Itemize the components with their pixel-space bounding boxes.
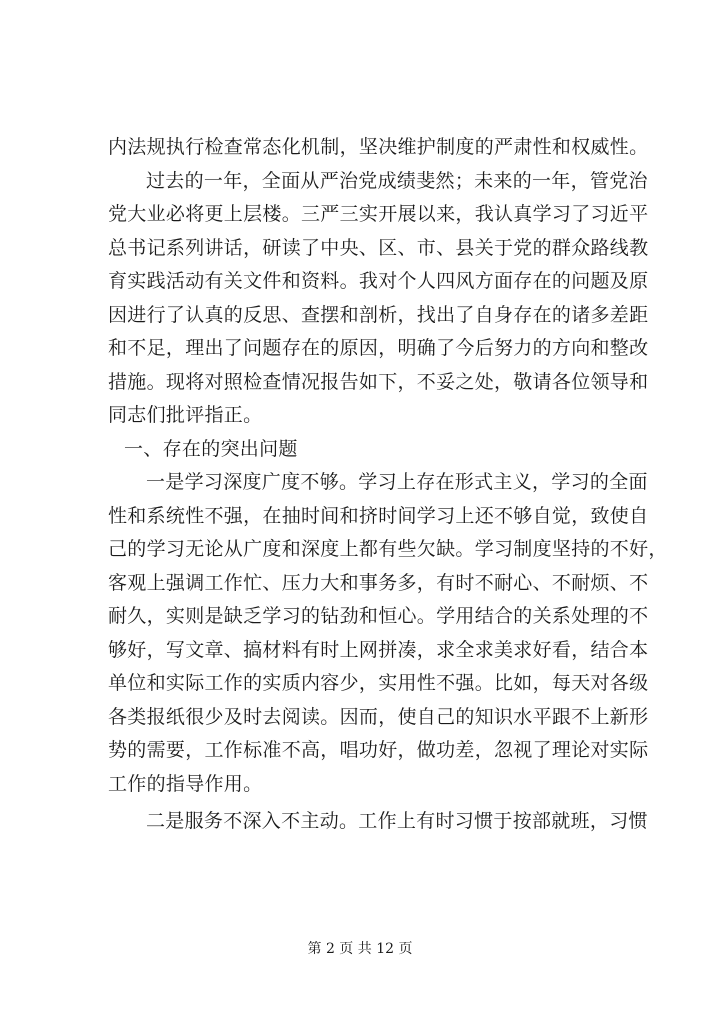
- text-line: 同志们批评指正。: [108, 404, 263, 426]
- text-line: 因进行了认真的反思、查摆和剖析，找出了自身存在的诸多差距: [108, 303, 649, 326]
- text-line: 育实践活动有关文件和资料。我对个人四风方面存在的问题及原: [108, 270, 649, 292]
- text-line: 耐久，实则是缺乏学习的钻劲和恒心。学用结合的关系处理的不: [108, 605, 649, 627]
- paragraph-first-line: 二是服务不深入不主动。工作上有时习惯于按部就班，习惯: [146, 810, 648, 832]
- page-number-footer: 第 2 页 共 12 页: [307, 941, 413, 957]
- text-line: 工作的指导作用。: [108, 772, 263, 795]
- text-line: 党大业必将更上层楼。三严三实开展以来，我认真学习了习近平: [108, 203, 649, 225]
- text-line: 己的学习无论从广度和深度上都有些欠缺。学习制度坚持的不好，: [108, 538, 668, 560]
- text-line: 势的需要，工作标准不高，唱功好，做功差，忽视了理论对实际: [108, 739, 649, 761]
- text-line: 客观上强调工作忙、压力大和事务多，有时不耐心、不耐烦、不: [108, 571, 649, 594]
- text-line: 和不足，理出了问题存在的原因，明确了今后努力的方向和整改: [108, 337, 649, 359]
- paragraph-first-line: 一是学习深度广度不够。学习上存在形式主义，学习的全面: [146, 471, 648, 493]
- text-line: 性和系统性不强，在抽时间和挤时间学习上还不够自觉，致使自: [108, 504, 649, 527]
- text-line: 各类报纸很少及时去阅读。因而，使自己的知识水平跟不上新形: [108, 705, 649, 728]
- section-heading: 一、存在的突出问题: [124, 437, 298, 460]
- text-line: 单位和实际工作的实质内容少，实用性不强。比如，每天对各级: [108, 672, 649, 694]
- text-line: 内法规执行检查常态化机制，坚决维护制度的严肃性和权威性。: [108, 136, 649, 158]
- text-line: 措施。现将对照检查情况报告如下，不妥之处，敬请各位领导和: [108, 370, 649, 393]
- text-line: 总书记系列讲话，研读了中央、区、市、县关于党的群众路线教: [108, 236, 649, 259]
- paragraph-first-line: 过去的一年，全面从严治党成绩斐然；未来的一年，管党治: [146, 169, 648, 192]
- text-line: 够好，写文章、搞材料有时上网拼凑，求全求美求好看，结合本: [108, 638, 649, 661]
- document-body: [108, 131, 668, 839]
